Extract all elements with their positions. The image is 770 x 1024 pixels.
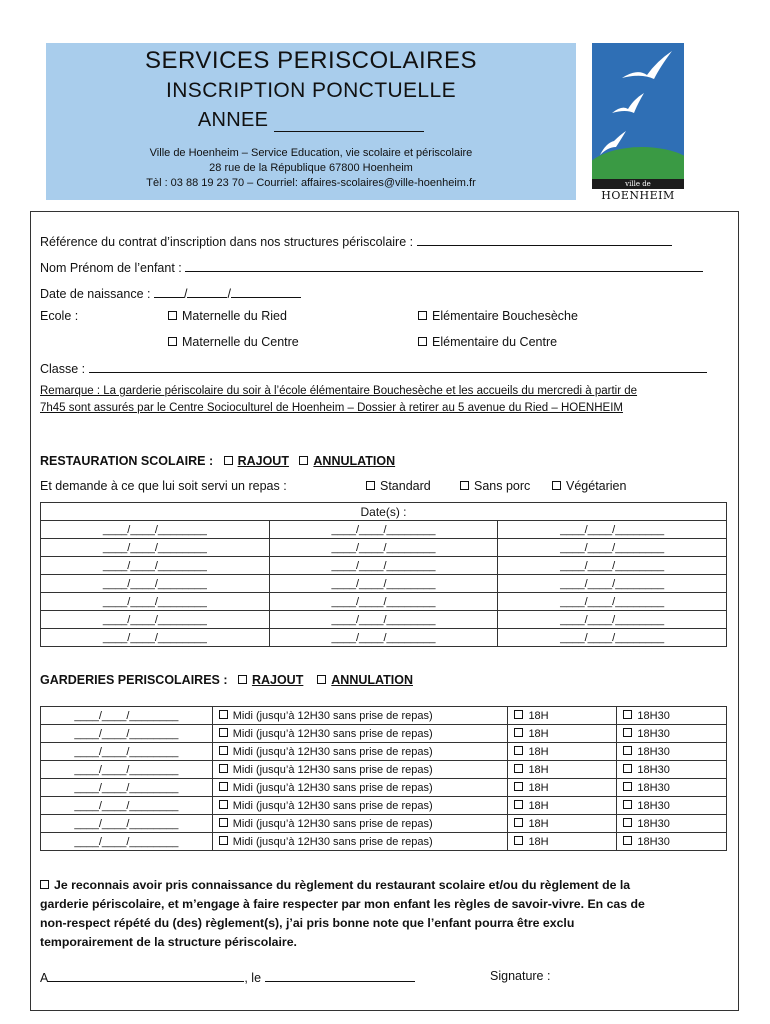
midi-option[interactable] — [212, 743, 508, 761]
header-banner — [46, 43, 576, 200]
midi-option[interactable] — [212, 833, 508, 851]
reference-input[interactable] — [417, 233, 672, 246]
meal-option-standard[interactable] — [366, 479, 431, 493]
table-row — [41, 557, 727, 575]
signature-label: Signature : — [490, 969, 551, 983]
option-label: Maternelle du Centre — [182, 335, 299, 349]
option-label: 18H — [528, 727, 549, 740]
date-cell[interactable]: ____/____/________ — [269, 557, 498, 575]
date-cell[interactable]: ____/____/________ — [41, 557, 270, 575]
checkbox[interactable] — [514, 728, 523, 737]
checkbox[interactable] — [514, 746, 523, 755]
table-row — [41, 539, 727, 557]
option-label: 18H30 — [637, 727, 670, 740]
address-line-2: 28 rue de la République 67800 Hoenheim — [209, 162, 413, 174]
date-cell[interactable]: ____/____/________ — [41, 521, 270, 539]
table-row — [41, 779, 727, 797]
checkbox[interactable] — [219, 746, 228, 755]
option-label: 18H30 — [637, 763, 670, 776]
option-18h30[interactable] — [617, 725, 727, 743]
footer-place-date — [40, 969, 415, 985]
date-cell[interactable]: ____/____/________ — [269, 539, 498, 557]
checkbox[interactable] — [219, 782, 228, 791]
reference-label: Référence du contrat d’inscription dans nos structures périscolaire : — [40, 235, 414, 249]
option-label: 18H — [528, 799, 549, 812]
option-label: Midi (jusqu’à 12H30 sans prise de repas) — [232, 835, 433, 848]
midi-option[interactable] — [212, 725, 508, 743]
year-label: ANNEE — [197, 109, 269, 131]
checkbox[interactable] — [623, 782, 632, 791]
checkbox[interactable] — [219, 800, 228, 809]
option-18h30[interactable] — [617, 815, 727, 833]
meal-label: Et demande à ce que lui soit servi un repas : — [40, 479, 287, 493]
option-label: 18H — [528, 817, 549, 830]
birth-month-input[interactable] — [187, 285, 227, 298]
checkbox[interactable] — [514, 818, 523, 827]
restauration-dates-table — [40, 502, 727, 647]
checkbox[interactable] — [460, 481, 469, 490]
date-cell[interactable]: ____/____/________ — [41, 779, 213, 797]
child-name-label: Nom Prénom de l’enfant : — [40, 261, 182, 275]
date-cell[interactable]: ____/____/________ — [498, 557, 727, 575]
meal-option-sans-porc[interactable] — [460, 479, 530, 493]
option-label: 18H — [528, 745, 549, 758]
birth-day-input[interactable] — [154, 285, 184, 298]
form-title: SERVICES PERISCOLAIRES — [145, 47, 477, 74]
logo-name: HOENHEIM — [601, 189, 675, 202]
table-row — [41, 761, 727, 779]
restauration-label: RESTAURATION SCOLAIRE : — [40, 454, 214, 468]
checkbox[interactable] — [623, 818, 632, 827]
address-block — [46, 146, 576, 191]
table-row — [41, 707, 727, 725]
option-18h30[interactable] — [617, 797, 727, 815]
midi-option[interactable] — [212, 707, 508, 725]
table-row — [41, 611, 727, 629]
date-input[interactable] — [265, 969, 415, 982]
option-label: Midi (jusqu’à 12H30 sans prise de repas) — [232, 763, 433, 776]
checkbox[interactable] — [219, 764, 228, 773]
midi-option[interactable] — [212, 797, 508, 815]
option-label: Midi (jusqu’à 12H30 sans prise de repas) — [232, 745, 433, 758]
checkbox[interactable] — [219, 818, 228, 827]
ack-line-4: temporairement de la structure périscolaire. — [40, 935, 297, 949]
checkbox[interactable] — [168, 311, 177, 320]
option-label: 18H — [528, 709, 549, 722]
school-option-maternelle-centre[interactable] — [168, 335, 299, 349]
dates-header: Date(s) : — [41, 503, 727, 521]
birth-label: Date de naissance : — [40, 287, 151, 301]
footer-at-label: A — [40, 971, 49, 985]
date-cell[interactable]: ____/____/________ — [41, 725, 213, 743]
option-18h30[interactable] — [617, 761, 727, 779]
year-field — [46, 109, 576, 132]
option-18h[interactable] — [508, 797, 617, 815]
garderies-add-checkbox[interactable] — [238, 675, 247, 684]
option-label: Midi (jusqu’à 12H30 sans prise de repas) — [232, 709, 433, 722]
footer-on-label: , le — [244, 971, 262, 985]
checkbox[interactable] — [623, 764, 632, 773]
checkbox[interactable] — [219, 728, 228, 737]
option-label: Maternelle du Ried — [182, 309, 287, 323]
option-18h[interactable] — [508, 725, 617, 743]
option-label: Midi (jusqu’à 12H30 sans prise de repas) — [232, 781, 433, 794]
child-name-row — [40, 259, 703, 275]
checkbox[interactable] — [623, 746, 632, 755]
place-input[interactable] — [48, 969, 244, 982]
option-label: Elémentaire Bouchesèche — [432, 309, 578, 323]
checkbox[interactable] — [219, 836, 228, 845]
option-18h[interactable] — [508, 779, 617, 797]
address-line-1: Ville de Hoenheim – Service Education, vie scolaire et périscolaire — [149, 147, 473, 159]
option-label: 18H — [528, 781, 549, 794]
date-cell[interactable]: ____/____/________ — [269, 521, 498, 539]
date-cell[interactable]: ____/____/________ — [41, 833, 213, 851]
class-label: Classe : — [40, 362, 86, 376]
remark-line-2: 7h45 sont assurés par le Centre Socioculturel de Hoenheim – Dossier à retirer au 5 avenue du Ried – HOENHEIM — [40, 402, 623, 414]
checkbox[interactable] — [514, 800, 523, 809]
checkbox[interactable] — [552, 481, 561, 490]
class-input[interactable] — [89, 360, 707, 373]
table-row — [41, 815, 727, 833]
restauration-header — [40, 454, 395, 468]
date-cell[interactable]: ____/____/________ — [498, 629, 727, 647]
checkbox[interactable] — [168, 337, 177, 346]
date-cell[interactable]: ____/____/________ — [41, 743, 213, 761]
date-cell[interactable]: ____/____/________ — [498, 539, 727, 557]
ack-checkbox[interactable] — [40, 880, 49, 889]
garderies-cancel-label: ANNULATION — [331, 673, 413, 687]
option-label: 18H30 — [637, 835, 670, 848]
date-cell[interactable]: ____/____/________ — [498, 521, 727, 539]
option-label: 18H30 — [637, 745, 670, 758]
date-cell[interactable]: ____/____/________ — [498, 575, 727, 593]
logo-sky — [592, 43, 684, 187]
date-cell[interactable]: ____/____/________ — [41, 539, 270, 557]
date-cell[interactable]: ____/____/________ — [41, 629, 270, 647]
option-label: 18H — [528, 763, 549, 776]
checkbox[interactable] — [623, 710, 632, 719]
option-18h30[interactable] — [617, 779, 727, 797]
option-label: Elémentaire du Centre — [432, 335, 558, 349]
remark-line-1: Remarque : La garderie périscolaire du soir à l’école élémentaire Bouchesèche et les accueils du mercredi à partir de — [40, 385, 638, 397]
year-input-line[interactable] — [274, 113, 424, 132]
date-cell[interactable]: ____/____/________ — [41, 593, 270, 611]
date-cell[interactable]: ____/____/________ — [269, 611, 498, 629]
meal-option-vegetarien[interactable] — [552, 479, 626, 493]
checkbox[interactable] — [219, 710, 228, 719]
option-18h[interactable] — [508, 761, 617, 779]
restauration-cancel-checkbox[interactable] — [299, 456, 308, 465]
table-row — [41, 743, 727, 761]
option-label: 18H — [528, 835, 549, 848]
form-subtitle: INSCRIPTION PONCTUELLE — [165, 79, 456, 102]
reference-row — [40, 233, 672, 249]
option-label: 18H30 — [637, 817, 670, 830]
checkbox[interactable] — [514, 710, 523, 719]
checkbox[interactable] — [514, 782, 523, 791]
date-cell[interactable]: ____/____/________ — [41, 761, 213, 779]
garderies-header — [40, 673, 413, 687]
table-row — [41, 725, 727, 743]
ack-line-1 — [40, 878, 630, 892]
school-option-elementaire-centre[interactable] — [418, 335, 557, 349]
option-18h[interactable] — [508, 743, 617, 761]
checkbox[interactable] — [623, 800, 632, 809]
option-label: 18H30 — [637, 781, 670, 794]
date-cell[interactable]: ____/____/________ — [269, 629, 498, 647]
checkbox[interactable] — [623, 728, 632, 737]
date-cell[interactable]: ____/____/________ — [41, 707, 213, 725]
birth-row: Date de naissance : / / — [40, 285, 301, 301]
garderies-table — [40, 706, 727, 851]
date-cell[interactable]: ____/____/________ — [498, 593, 727, 611]
garderies-cancel-checkbox[interactable] — [317, 675, 326, 684]
table-row — [41, 521, 727, 539]
date-cell[interactable]: ____/____/________ — [41, 575, 270, 593]
ack-line-3: non-respect répété du (des) règlement(s), j’ai pris bonne note que l’enfant pourra être exclu — [40, 916, 575, 930]
option-18h[interactable] — [508, 833, 617, 851]
hoenheim-logo — [592, 43, 684, 202]
logo-small-text: ville de — [592, 179, 684, 189]
restauration-add-checkbox[interactable] — [224, 456, 233, 465]
checkbox[interactable] — [366, 481, 375, 490]
option-label: Midi (jusqu’à 12H30 sans prise de repas) — [232, 817, 433, 830]
option-label: Sans porc — [474, 479, 531, 493]
garderies-add-label: RAJOUT — [251, 673, 304, 687]
table-row — [41, 629, 727, 647]
checkbox[interactable] — [514, 764, 523, 773]
school-option-maternelle-ried[interactable] — [168, 309, 287, 323]
date-cell[interactable]: ____/____/________ — [41, 611, 270, 629]
midi-option[interactable] — [212, 779, 508, 797]
option-label: Standard — [380, 479, 431, 493]
table-row — [41, 593, 727, 611]
school-option-elementaire-bouchesche[interactable] — [418, 309, 578, 323]
option-18h[interactable] — [508, 815, 617, 833]
date-cell[interactable]: ____/____/________ — [269, 593, 498, 611]
birth-year-input[interactable] — [231, 285, 301, 298]
school-label: Ecole : — [40, 309, 79, 323]
midi-option[interactable] — [212, 815, 508, 833]
child-name-input[interactable] — [185, 259, 703, 272]
table-row — [41, 833, 727, 851]
address-line-3: Tèl : 03 88 19 23 70 – Courriel: affaires-scolaires@ville-hoenheim.fr — [146, 177, 476, 189]
ack-line-2: garderie périscolaire, et m’engage à faire respecter par mon enfant les règles de savoir-vivre. En cas de — [40, 897, 645, 911]
checkbox[interactable] — [418, 337, 427, 346]
midi-option[interactable] — [212, 761, 508, 779]
checkbox[interactable] — [418, 311, 427, 320]
restauration-cancel-label: ANNULATION — [313, 454, 396, 468]
option-18h30[interactable] — [617, 833, 727, 851]
date-cell[interactable]: ____/____/________ — [498, 611, 727, 629]
option-label: Midi (jusqu’à 12H30 sans prise de repas) — [232, 799, 433, 812]
date-cell[interactable]: ____/____/________ — [41, 815, 213, 833]
checkbox[interactable] — [514, 836, 523, 845]
restauration-add-label: RAJOUT — [237, 454, 289, 468]
table-row — [41, 797, 727, 815]
option-18h30[interactable] — [617, 707, 727, 725]
option-18h[interactable] — [508, 707, 617, 725]
option-label: 18H30 — [637, 799, 670, 812]
ack-text-1: Je reconnais avoir pris connaissance du règlement du restaurant scolaire et/ou du règlement de la — [54, 878, 631, 892]
option-label: Midi (jusqu’à 12H30 sans prise de repas) — [232, 727, 433, 740]
option-label: 18H30 — [637, 709, 670, 722]
option-18h30[interactable] — [617, 743, 727, 761]
class-row — [40, 360, 707, 376]
option-label: Végétarien — [566, 479, 627, 493]
table-row — [41, 575, 727, 593]
checkbox[interactable] — [623, 836, 632, 845]
date-cell[interactable]: ____/____/________ — [41, 797, 213, 815]
date-cell[interactable]: ____/____/________ — [269, 575, 498, 593]
garderies-label: GARDERIES PERISCOLAIRES : — [40, 673, 228, 687]
